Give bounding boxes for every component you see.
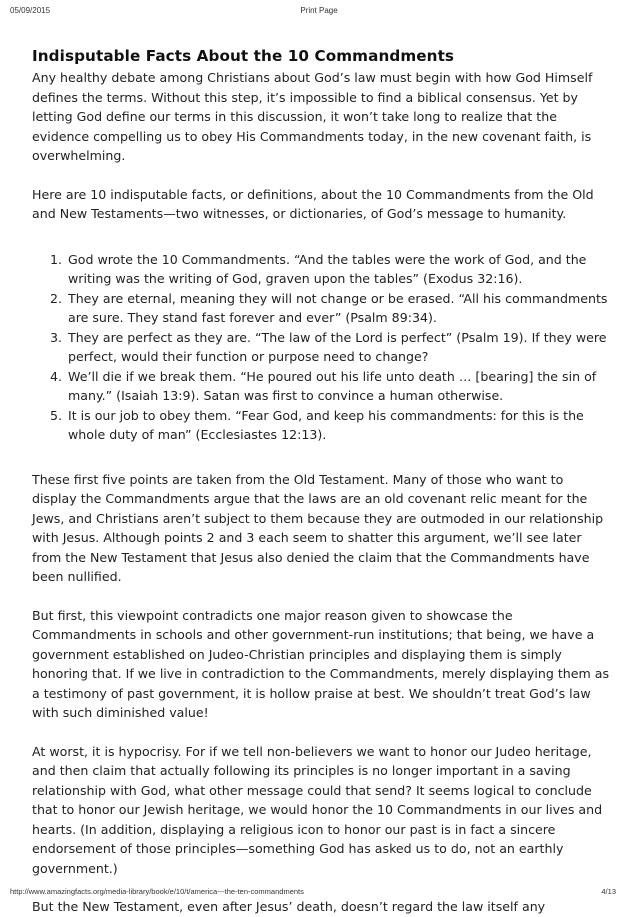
article-title: Indisputable Facts About the 10 Commandments bbox=[32, 47, 455, 65]
print-page-title: Print Page bbox=[300, 6, 338, 15]
facts-list bbox=[32, 250, 610, 445]
page-number: 4/13 bbox=[601, 887, 616, 896]
list-item: 1. God wrote the 10 Commandments. “And the tables were the work of God, and the writing was the writing of God, graven upon the tables” (Exodus 32:16). bbox=[66, 250, 610, 289]
source-url: http://www.amazingfacts.org/media-library/book/e/10/t/america---the-ten-commandments bbox=[10, 887, 304, 896]
intro-paragraph-1: Any healthy debate among Christians about God’s law must begin with how God Himself defines the terms. Without this step, it’s impossible to find a biblical consensus. Yet by letting God define our terms in this discussion, it won’t take long to realize that the evidence compelling us to obey His Commandments today, in the new covenant faith, is overwhelming. bbox=[32, 70, 593, 163]
print-footer bbox=[0, 885, 638, 903]
print-date: 05/09/2015 bbox=[10, 6, 51, 15]
list-item: 2. They are eternal, meaning they will not change or be erased. “All his commandments are sure. They stand fast forever and ever” (Psalm 89:34). bbox=[66, 289, 610, 328]
list-item: 5. It is our job to obey them. “Fear God, and keep his commandments: for this is the whole duty of man” (Ecclesiastes 12:13). bbox=[66, 406, 610, 445]
article bbox=[32, 46, 610, 917]
body-paragraph-2: But first, this viewpoint contradicts one major reason given to showcase the Commandments in schools and other government-run institutions; that being, we have a government established on Judeo-Christian principles and displaying them is simply honoring that. If we live in contradiction to the Commandments, merely displaying them as a testimony of past government, it is hollow praise at best. We shouldn’t treat God’s law with such diminished value! bbox=[32, 607, 610, 720]
body-paragraph-1: These first five points are taken from the Old Testament. Many of those who want to display the Commandments argue that the laws are an old covenant relic meant for the Jews, and Christians aren’t subject to them because they are outmoded in our relationship with Jesus. Although points 2 and 3 each seem to shatter this argument, we’ll see later from the New Testament that Jesus also denied the claim that the Commandments have been nullified. bbox=[32, 471, 604, 584]
body-paragraph-4: But the New Testament, even after Jesus’ death, doesn’t regard the law itself any bbox=[32, 899, 546, 914]
body-paragraph-3: At worst, it is hypocrisy. For if we tell non-believers we want to honor our Judeo heritage, and then claim that actually following its principles is no longer important in a saving relationship with God, what other message could that send? It seems logical to conclude that to honor our Jewish heritage, we would honor the 10 Commandments in our lives and hearts. (In addition, displaying a religious icon to honor our past is in fact a sincere endorsement of those principles—something God has asked us to do, not an earthly government.) bbox=[32, 743, 603, 876]
intro-paragraph-2: Here are 10 indisputable facts, or definitions, about the 10 Commandments from the Old and New Testaments—two witnesses, or dictionaries, of God’s message to humanity. bbox=[32, 186, 594, 221]
print-header bbox=[0, 0, 638, 20]
list-item: 4. We’ll die if we break them. “He poured out his life unto death … [bearing] the sin of many.” (Isaiah 13:9). Satan was first to convince a human otherwise. bbox=[66, 367, 610, 406]
list-item: 3. They are perfect as they are. “The law of the Lord is perfect” (Psalm 19). If they were perfect, would their function or purpose need to change? bbox=[66, 328, 610, 367]
